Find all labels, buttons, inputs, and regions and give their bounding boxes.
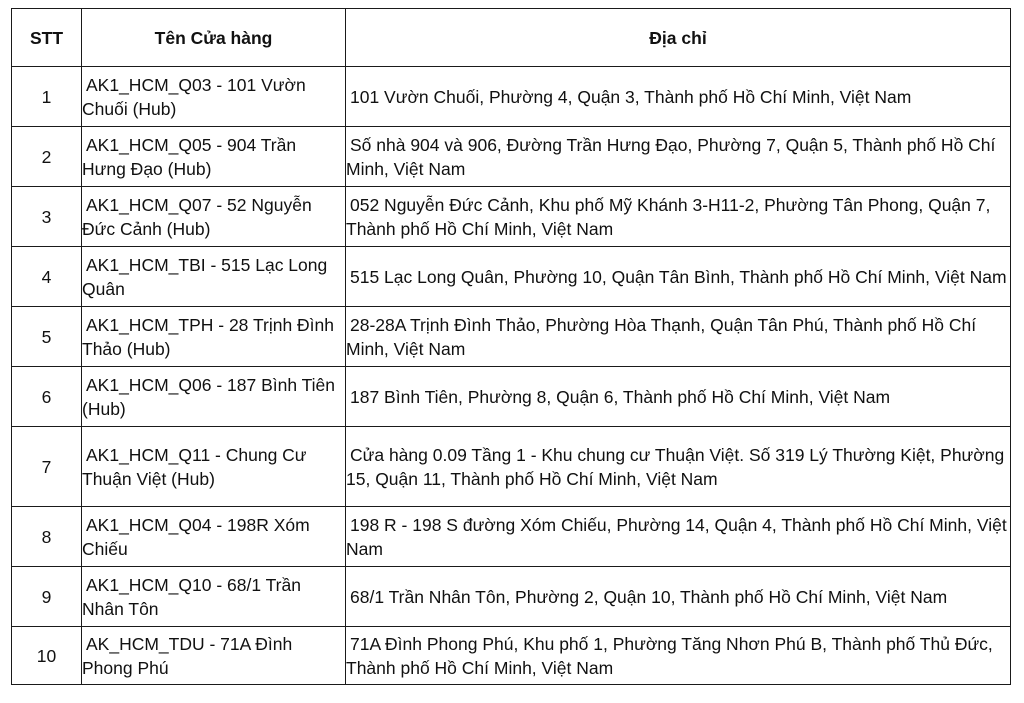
row-address: 515 Lạc Long Quân, Phường 10, Quận Tân Bình, Thành phố Hồ Chí Minh, Việt Nam bbox=[346, 247, 1011, 307]
row-store-name: AK1_HCM_Q03 - 101 Vườn Chuối (Hub) bbox=[82, 67, 346, 127]
row-store-name: AK_HCM_TDU - 71A Đình Phong Phú bbox=[82, 627, 346, 685]
table-row bbox=[12, 187, 1011, 247]
table-row bbox=[12, 427, 1011, 507]
row-store-name: AK1_HCM_Q10 - 68/1 Trần Nhân Tôn bbox=[82, 567, 346, 627]
table-row bbox=[12, 627, 1011, 685]
row-stt: 3 bbox=[12, 187, 82, 247]
row-stt: 9 bbox=[12, 567, 82, 627]
row-address: 198 R - 198 S đường Xóm Chiếu, Phường 14, Quận 4, Thành phố Hồ Chí Minh, Việt Nam bbox=[346, 507, 1011, 567]
table-row bbox=[12, 67, 1011, 127]
header-stt: STT bbox=[12, 9, 82, 67]
row-stt: 10 bbox=[12, 627, 82, 685]
row-store-name: AK1_HCM_TPH - 28 Trịnh Đình Thảo (Hub) bbox=[82, 307, 346, 367]
row-store-name: AK1_HCM_Q06 - 187 Bình Tiên (Hub) bbox=[82, 367, 346, 427]
row-address: 052 Nguyễn Đức Cảnh, Khu phố Mỹ Khánh 3-H11-2, Phường Tân Phong, Quận 7, Thành phố Hồ Chí Minh, Việt Nam bbox=[346, 187, 1011, 247]
row-store-name: AK1_HCM_Q05 - 904 Trần Hưng Đạo (Hub) bbox=[82, 127, 346, 187]
row-stt: 4 bbox=[12, 247, 82, 307]
store-table-container bbox=[11, 8, 1011, 685]
table-header-row bbox=[12, 9, 1011, 67]
row-stt: 1 bbox=[12, 67, 82, 127]
row-address: 28-28A Trịnh Đình Thảo, Phường Hòa Thạnh, Quận Tân Phú, Thành phố Hồ Chí Minh, Việt Nam bbox=[346, 307, 1011, 367]
table-row bbox=[12, 307, 1011, 367]
row-address: 101 Vườn Chuối, Phường 4, Quận 3, Thành phố Hồ Chí Minh, Việt Nam bbox=[346, 67, 1011, 127]
table-row bbox=[12, 127, 1011, 187]
row-store-name: AK1_HCM_Q11 - Chung Cư Thuận Việt (Hub) bbox=[82, 427, 346, 507]
row-stt: 8 bbox=[12, 507, 82, 567]
row-address: Số nhà 904 và 906, Đường Trần Hưng Đạo, Phường 7, Quận 5, Thành phố Hồ Chí Minh, Việt Nam bbox=[346, 127, 1011, 187]
row-stt: 2 bbox=[12, 127, 82, 187]
store-table bbox=[11, 8, 1011, 685]
row-stt: 5 bbox=[12, 307, 82, 367]
table-row bbox=[12, 247, 1011, 307]
table-row bbox=[12, 367, 1011, 427]
table-row bbox=[12, 507, 1011, 567]
row-store-name: AK1_HCM_Q07 - 52 Nguyễn Đức Cảnh (Hub) bbox=[82, 187, 346, 247]
header-address: Địa chỉ bbox=[346, 9, 1011, 67]
row-store-name: AK1_HCM_Q04 - 198R Xóm Chiếu bbox=[82, 507, 346, 567]
row-stt: 7 bbox=[12, 427, 82, 507]
table-row bbox=[12, 567, 1011, 627]
row-address: 68/1 Trần Nhân Tôn, Phường 2, Quận 10, Thành phố Hồ Chí Minh, Việt Nam bbox=[346, 567, 1011, 627]
row-address: 71A Đình Phong Phú, Khu phố 1, Phường Tăng Nhơn Phú B, Thành phố Thủ Đức, Thành phố Hồ Chí Minh, Việt Nam bbox=[346, 627, 1011, 685]
header-store-name: Tên Cửa hàng bbox=[82, 9, 346, 67]
row-address: Cửa hàng 0.09 Tầng 1 - Khu chung cư Thuận Việt. Số 319 Lý Thường Kiệt, Phường 15, Quận 11, Thành phố Hồ Chí Minh, Việt Nam bbox=[346, 427, 1011, 507]
row-address: 187 Bình Tiên, Phường 8, Quận 6, Thành phố Hồ Chí Minh, Việt Nam bbox=[346, 367, 1011, 427]
row-stt: 6 bbox=[12, 367, 82, 427]
row-store-name: AK1_HCM_TBI - 515 Lạc Long Quân bbox=[82, 247, 346, 307]
